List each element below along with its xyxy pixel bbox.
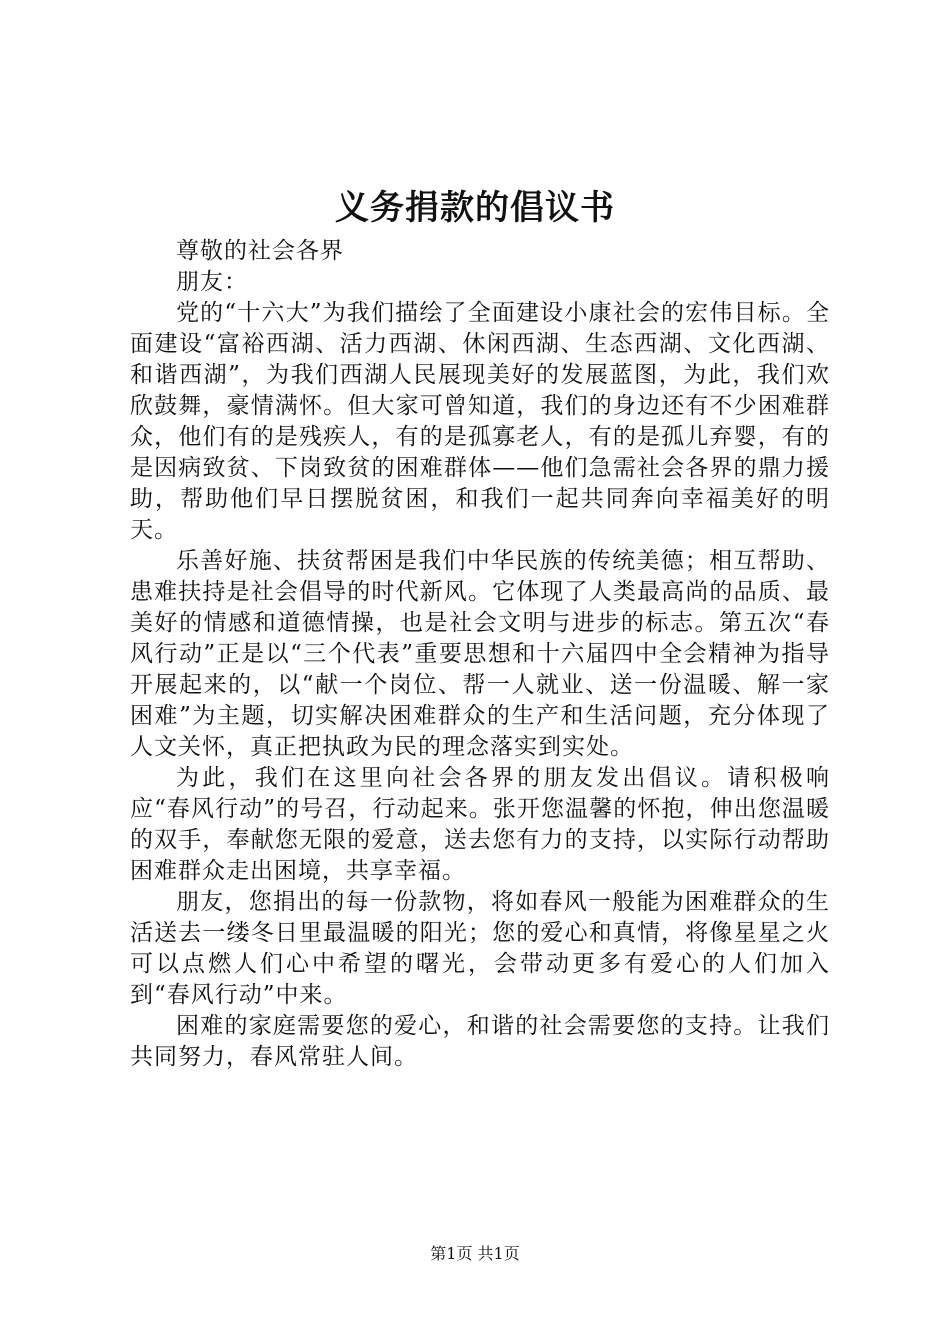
salutation-line-2: 朋友： — [176, 269, 248, 295]
document-body — [130, 236, 830, 1073]
paragraph: 为此，我们在这里向社会各界的朋友发出倡议。请积极响应“春风行动”的号召，行动起来。张开您温馨的怀抱，伸出您温暖的双手，奉献您无限的爱意，送去您有力的支持，以实际行动帮助困难群众走出困境，共享幸福。 — [130, 765, 830, 884]
document-title: 义务捐款的倡议书 — [335, 188, 615, 228]
paragraph: 困难的家庭需要您的爱心，和谐的社会需要您的支持。让我们共同努力，春风常驻人间。 — [130, 1013, 830, 1070]
salutation-line-1: 尊敬的社会各界 — [176, 238, 344, 264]
paragraph: 乐善好施、扶贫帮困是我们中华民族的传统美德；相互帮助、患难扶持是社会倡导的时代新风。它体现了人类最高尚的品质、最美好的情感和道德情操，也是社会文明与进步的标志。第五次“春风行动”正是以“三个代表”重要思想和十六届四中全会精神为指导开展起来的，以“献一个岗位、帮一人就业、送一份温暖、解一家困难”为主题，切实解决困难群众的生产和生活问题，充分体现了人文关怀，真正把执政为民的理念落实到实处。 — [130, 548, 830, 760]
paragraph: 党的“十六大”为我们描绘了全面建设小康社会的宏伟目标。全面建设“富裕西湖、活力西湖、休闲西湖、生态西湖、文化西湖、和谐西湖”，为我们西湖人民展现美好的发展蓝图，为此，我们欢欣鼓舞，豪情满怀。但大家可曾知道，我们的身边还有不少困难群众，他们有的是残疾人，有的是孤寡老人，有的是孤儿弃婴，有的是因病致贫、下岗致贫的困难群体——他们急需社会各界的鼎力援助，帮助他们早日摆脱贫困，和我们一起共同奔向幸福美好的明天。 — [130, 300, 830, 543]
paragraph: 朋友，您捐出的每一份款物，将如春风一般能为困难群众的生活送去一缕冬日里最温暖的阳光；您的爱心和真情，将像星星之火可以点燃人们心中希望的曙光，会带动更多有爱心的人们加入到“春风行动”中来。 — [130, 889, 830, 1008]
page-number-footer: 第1页 共1页 — [430, 1244, 520, 1263]
